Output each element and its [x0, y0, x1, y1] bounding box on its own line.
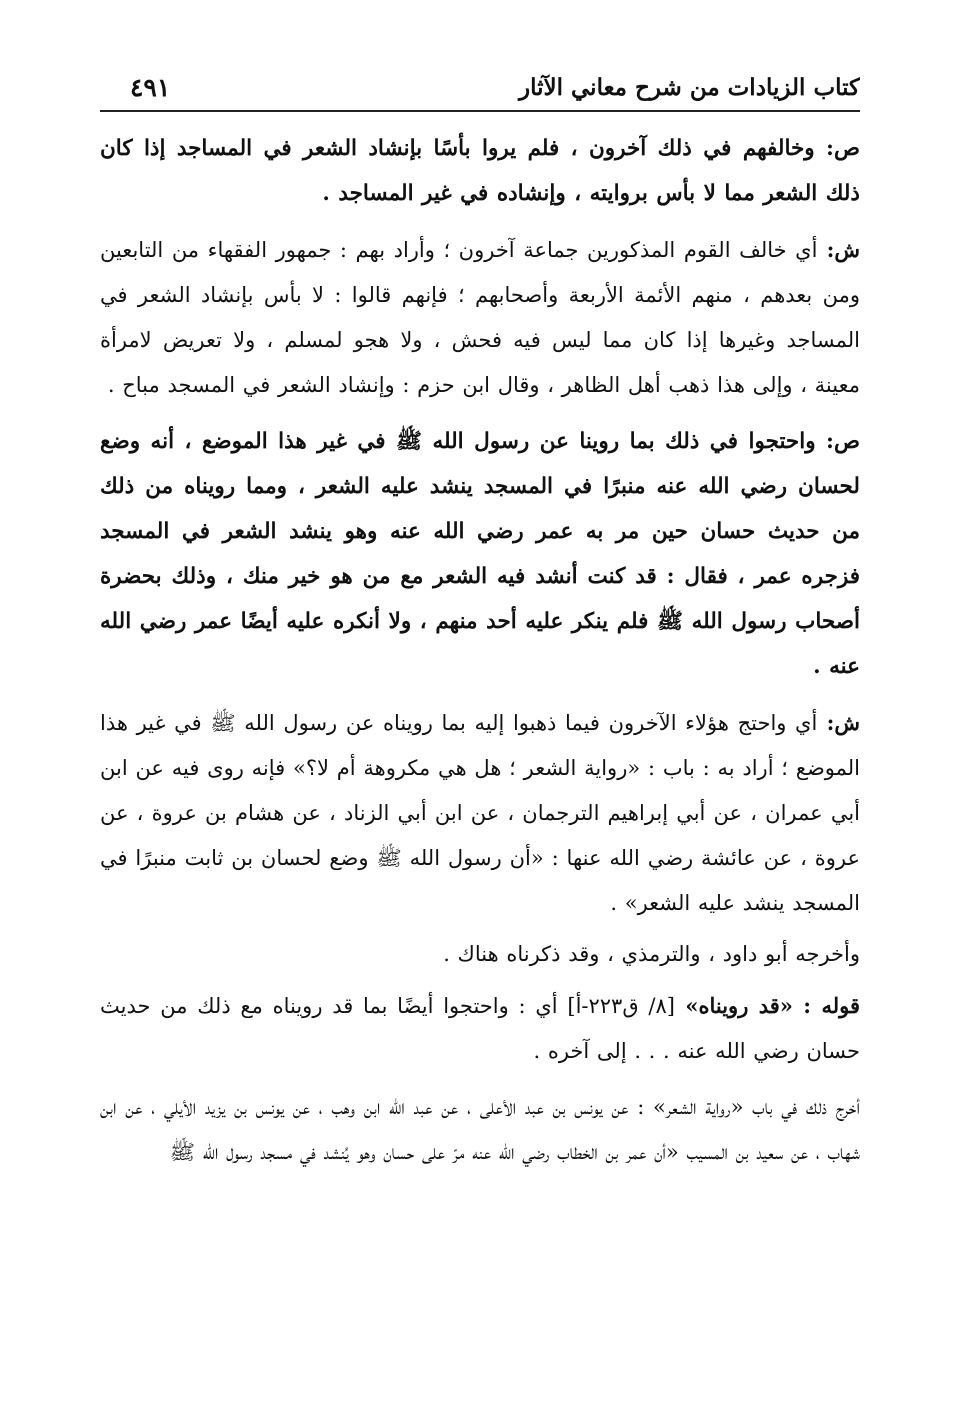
commentary-text: وأخرجه أبو داود ، والترمذي ، وقد ذكرناه هناك . [443, 942, 860, 966]
commentary-paragraph [100, 227, 860, 408]
commentary-paragraph [100, 932, 860, 977]
matn-marker: ص: [814, 136, 860, 161]
matn-paragraph [100, 126, 860, 216]
running-header [100, 58, 860, 112]
quote-marker: قوله : «قد رويناه» [674, 993, 860, 1018]
commentary-text: أي خالف القوم المذكورين جماعة آخرون ؛ وأراد بهم : جمهور الفقهاء من التابعين ومن بعدهم ، منهم الأئمة الأربعة وأصحابهم ؛ فإنهم قالوا : لا بأس بإنشاد الشعر في المساجد وغيرها إذا كان مما ليس فيه فحش ، ولا هجو لمسلم ، ولا تعريض لامرأة معينة ، وإلى هذا ذهب أهل الظاهر ، وقال ابن حزم : وإنشاد الشعر في المسجد مباح . [100, 238, 860, 397]
book-page [100, 58, 860, 1398]
commentary-text: [٨/ ق٢٢٣-أ] أي : واحتجوا أيضًا بما قد رويناه مع ذلك من حديث حسان رضي الله عنه . . . إلى آخره . [100, 994, 860, 1063]
commentary-text: أخرج ذلك في باب «رواية الشعر» : عن يونس بن عبد الأعلى ، عن عبد الله ابن وهب ، عن يونس بن يزيد الأيلي ، عن ابن شهاب ، عن سعيد بن المسيب «أن عمر بن الخطاب رضي الله عنه مرّ على حسان وهو يُنشد في مسجد رسول الله ﷺ [100, 1095, 860, 1164]
matn-text: وخالفهم في ذلك آخرون ، فلم يروا بأسًا بإنشاد الشعر في المساجد إذا كان ذلك الشعر مما لا بأس بروايته ، وإنشاده في غير المساجد . [100, 136, 860, 206]
commentary-paragraph [100, 1085, 860, 1175]
commentary-paragraph [100, 700, 860, 926]
commentary-marker: ش: [817, 710, 860, 735]
commentary-marker: ش: [817, 237, 860, 262]
commentary-text: أي واحتج هؤلاء الآخرون فيما ذهبوا إليه بما رويناه عن رسول الله ﷺ في غير هذا الموضع ؛ أراد به : باب : «رواية الشعر ؛ هل هي مكروهة أم لا؟» فإنه روى فيه عن ابن أبي عمران ، عن أبي إبراهيم الترجمان ، عن ابن أبي الزناد ، عن هشام بن عروة ، عن عروة ، عن عائشة رضي الله عنها : «أن رسول الله ﷺ وضع لحسان بن ثابت منبرًا في المسجد ينشد عليه الشعر» . [100, 711, 860, 915]
running-title: كتاب الزيادات من شرح معاني الآثار [518, 74, 860, 101]
commentary-paragraph [100, 983, 860, 1074]
matn-marker: ص: [815, 429, 860, 454]
page-body [100, 126, 860, 1175]
matn-text: واحتجوا في ذلك بما روينا عن رسول الله ﷺ في غير هذا الموضع ، أنه وضع لحسان رضي الله عنه منبرًا في المسجد ينشد عليه الشعر ، ومما رويناه من ذلك من حديث حسان حين مر به عمر رضي الله عنه وهو ينشد الشعر في المسجد فزجره عمر ، فقال : قد كنت أنشد فيه الشعر مع من هو خير منك ، وذلك بحضرة أصحاب رسول الله ﷺ فلم ينكر عليه أحد منهم ، ولا أنكره عليه أيضًا عمر رضي الله عنه . [100, 429, 860, 679]
page-number: ٤٩١ [130, 73, 171, 102]
matn-paragraph [100, 419, 860, 689]
